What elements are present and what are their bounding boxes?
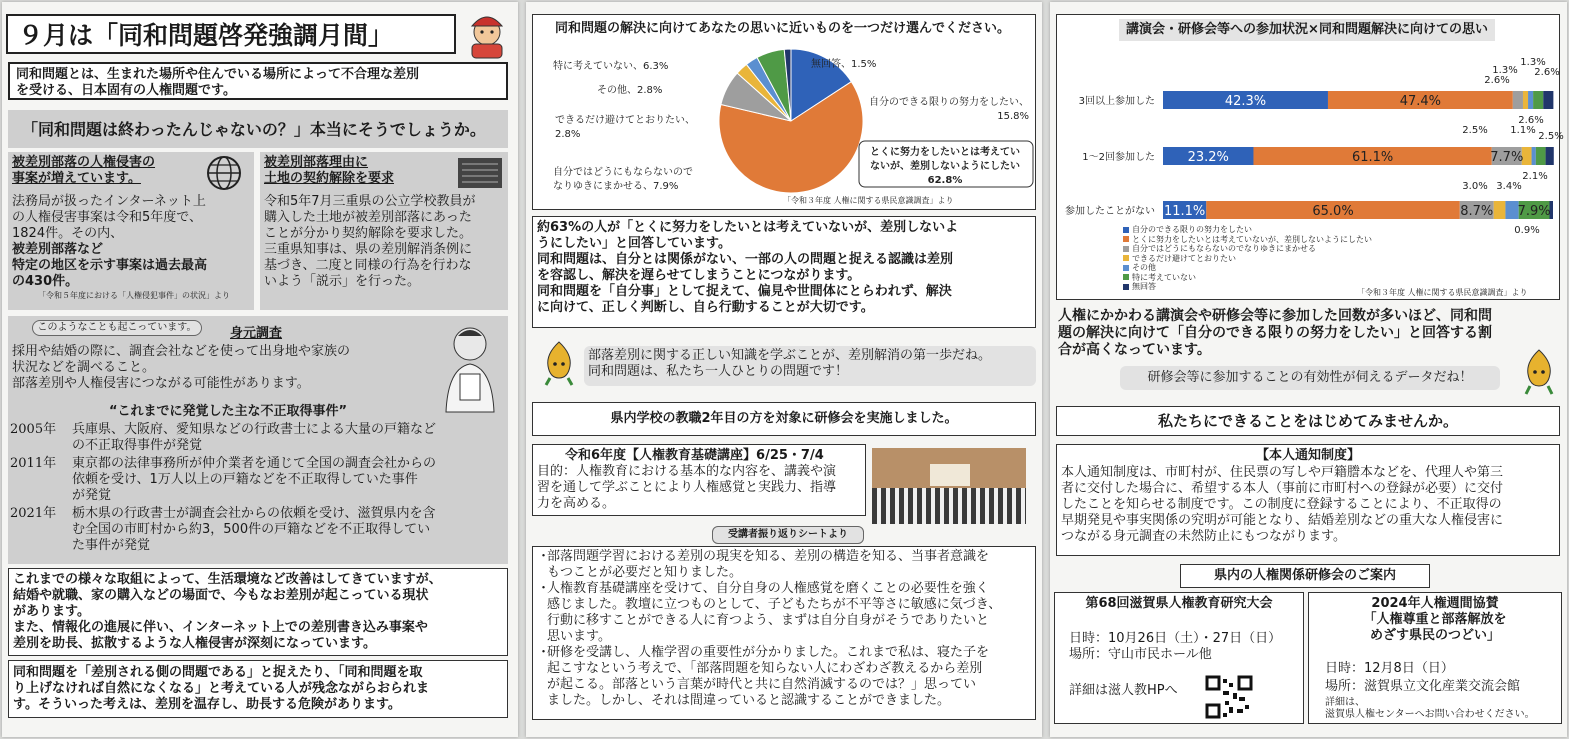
mascot-character-icon [460,10,514,58]
background-check-panel [8,316,508,564]
bar-small-label: 0.9% [1514,225,1540,236]
warning-text: 同和問題を「差別される側の問題である」と捉えたり、「同和問題を取 り上げなければ自然になくなる」と考えている人が残念ながらおられま す。そういった考えは、差別を温存し、助長する危険があります。 [13,665,430,712]
person-icon [440,322,500,414]
definition-text: 同和問題とは、生まれた場所や住んでいる場所によって不合理な差別 を受ける、日本固有の人権問題です。 [16,67,420,98]
current-status-box [8,568,508,656]
event-card-2 [1308,592,1562,724]
legend-item [1123,254,1372,264]
pie-label [553,165,693,192]
bar-segment [1536,147,1546,165]
land-case-body: 令和5年7月三重県の公立学校教員が 購入した土地が被差別部落にあった ことが分かり契約解除を要求した。 三重県知事は、県の差別解消条例に 基づき、二度と同様の行為を行わな いよう「説示」を行った。 [264,194,476,289]
mascot-icon [1520,348,1558,396]
feedback-box [532,546,1036,720]
event1-place: 場所：守山市民ホール他 [1069,647,1212,662]
svg-text:ないが、差別しないようにしたい: ないが、差別しないようにしたい [870,161,1020,172]
events-banner [1180,564,1430,588]
bar-category-label: 参加したことがない [1065,206,1155,217]
internet-case-body: 法務局が扱ったインターネット上 の人権侵害事案は令和5年度で、 1824件。その内、 [12,194,206,241]
legend-label: 無回答 [1132,282,1156,292]
photo-audience [872,488,1026,524]
bar-value-label: 47.4% [1399,94,1442,109]
svg-text:できるだけ避けてとおりたい、: できるだけ避けてとおりたい、 [555,115,695,126]
qr-code-icon[interactable] [1205,675,1253,719]
legend-swatch [1123,284,1129,290]
svg-text:なりゆきにまかせる、7.9%: なりゆきにまかせる、7.9% [553,181,679,192]
legend-label: できるだけ避けてとおりたい [1132,253,1236,263]
legend-item [1123,225,1372,235]
bar-chart-box [1056,14,1564,300]
bar-chart-title: 講演会・研修会等への参加状況×同和問題解決に向けての思い [1126,22,1488,37]
pie-label [811,57,876,70]
land-case-heading: 被差別部落理由に 土地の契約解除を要求 [264,155,395,186]
case-year: 2011年 [10,456,57,471]
event-card-1 [1054,592,1304,724]
case-item [10,422,504,456]
event2-more: 詳細は、 滋賀県人権センターへお問い合わせください。 [1325,697,1535,720]
pie-label [859,141,1033,187]
bar-value-label: 7.9% [1517,204,1551,219]
pie-label [869,95,1029,122]
svg-text:無回答、1.5%: 無回答、1.5% [811,59,877,70]
land-case-panel [260,152,508,310]
bar-segment [1513,91,1523,109]
bar-small-label: 2.6% [1534,67,1560,78]
legend-label: 自分のできる限りの努力をしたい [1132,225,1252,235]
warning-box [8,660,508,718]
bar-small-label: 1.3% [1492,65,1518,76]
bar-segment [1532,147,1536,165]
legend-swatch [1123,265,1129,271]
bar-category-label: 1〜2回参加した [1082,152,1155,163]
notification-system-body: 本人通知制度は、市町村が、住民票の写しや戸籍謄本などを、代理人や第三 者に交付した場合に、希望する本人（事前に市町村への登録が必要）に交付 したことを知らせる制度です。この制度に登録することにより、不正取得の 早期発見や事実関係の究明が可能となり、結婚差別などの重大な人権侵害に つながる身元調査の未然防止にもつながります。 [1061,465,1504,544]
bar-value-label: 8.7% [1460,204,1494,219]
feedback-text: 部落問題学習における差別の現実を知る、差別の構造を知る、当事者意識を もつことが必要だと知りました。 [547,549,990,580]
mascot-message: 部落差別に関する正しい知識を学ぶことが、差別解消の第一歩だね。 同和問題は、私たち一人ひとりの問題です！ [584,346,1036,386]
internet-case-panel [8,152,254,310]
bar-small-label: 2.6% [1484,75,1510,86]
course-body: 目的：人権教育における基本的な内容を、講義や演 習を通して学ぶことにより人権感覚と実践力、指導 力を高める。 [537,464,837,511]
background-check-heading: 身元調査 [230,326,283,341]
bar-value-label: 65.0% [1312,204,1354,219]
svg-text:15.8%: 15.8% [997,111,1029,122]
event1-date: 日時：10月26日（土）・27日（日） [1069,631,1282,646]
bar-small-label: 2.1% [1522,171,1548,182]
bar-value-label: 61.1% [1351,150,1394,165]
notification-system-title: 【本人通知制度】 [1255,448,1360,463]
poster-left [2,2,518,737]
question-text: 「同和問題は終わったんじゃないの？」本当にそうでしょうか。 [22,120,486,139]
pie-label [555,114,695,140]
internet-case-source: 「令和５年度における「人権侵犯事件」の状況」より [38,291,230,300]
bar-category-label: 3回以上参加した [1078,96,1155,107]
speech-bubble: このようなことも起こっています。 [32,320,202,336]
event1-more[interactable]: 詳細は滋人教HPへ [1069,683,1178,698]
event1-title: 第68回滋賀県人権教育研究大会 [1085,596,1273,611]
bar-value-label: 11.1% [1163,204,1206,219]
svg-text:2.8%: 2.8% [555,129,581,140]
svg-text:特に考えていない、6.3%: 特に考えていない、6.3% [553,61,669,72]
title-box [6,14,456,54]
svg-text:自分のできる限りの努力をしたい、: 自分のできる限りの努力をしたい、 [869,97,1029,108]
pie-chart [533,43,1033,203]
bar-summary-text: 人権にかかわる講演会や研修会等に参加した回数が多いほど、同和問 題の解決に向けて「自分のできる限りの努力をしたい」と回答する割 合が高くなっています。 [1058,308,1492,358]
svg-text:自分ではどうにもならないので: 自分ではどうにもならないので [553,167,693,178]
svg-text:とくに努力をしたいとは考えてい: とくに努力をしたいとは考えてい [870,147,1020,158]
feedback-item: ・ 人権教育基礎講座を受けて、自分自身の人権感覚を磨くことの必要性を強く 感じました。教壇に立つものとして、子どもたちが不平等さに敏感に気づき、 行動に移すことができる人に育つよう、まずは自分自身がそうでありたいと 思います。 [537,581,1031,645]
feedback-text: 人権教育基礎講座を受けて、自分自身の人権感覚を磨くことの必要性を強く 感じました。教壇に立つものとして、子どもたちが不平等さに敏感に気づき、 行動に移すことができる人に育つよう、まずは自分自身がそうでありたいと 思います。 [547,581,1002,644]
cases-list [10,422,504,556]
bar-summary [1056,306,1560,360]
course-title: 令和6年度【人権教育基礎講座】6/25・7/4 [565,448,824,463]
question-banner [8,110,508,148]
page-title: ９月は「同和問題啓発強調月間」 [18,21,394,50]
bar-small-label: 2.6% [1518,115,1544,126]
bar-segment [1546,147,1554,165]
bar-segment [1543,91,1553,109]
seminar-photo [872,448,1026,524]
event2-place: 場所：滋賀県立文化産業交流会館 [1325,679,1521,694]
feedback-list [537,549,1031,709]
call-to-action-box [1056,406,1560,436]
case-text: 栃木県の行政書士が調査会社からの依頼を受け、滋賀県内を含 む全国の市町村から約3，500件の戸籍などを不正取得してい た事件が発覚 [72,506,436,553]
pie-summary-text: 約63%の人が「とくに努力をしたいとは考えていないが、差別しないよ うにしたい」と回答しています。 同和問題は、自分とは関係がない、一部の人の問題と捉える認識は差別 を容認し、解決を遅らせてしまうことにつながります。 同和問題を「自分事」として捉えて、偏見や世間体にとらわれず、解決 に向けて、正しく判断し、自ら行動することが大切です。 [537,220,959,315]
bar-segment [1528,91,1533,109]
events-banner-text: 県内の人権関係研修会のご案内 [1213,568,1396,583]
legend-swatch [1123,227,1129,233]
current-status-text: これまでの様々な取組によって、生活環境など改善はしてきていますが、 結婚や就職、家の購入などの場面で、今もなお差別が起こっている現状 があります。 また、情報化の進展に伴い、インターネット上での差別書き込み事案や 差別を助長、拡散するような人権侵害が深刻になっています。 [13,572,442,651]
event2-title: 2024年人権週間協賛 「人権尊重と部落解放を めざす県民のつどい」 [1363,596,1507,643]
bar-small-label: 1.3% [1520,57,1546,68]
course-box [532,444,866,516]
legend-label: 自分ではどうにもならないのでなりゆきにまかせる [1132,244,1316,254]
case-text: 東京都の法律事務所が仲介業者を通じて全国の調査会社からの 依頼を受け、1万人以上の戸籍などを不正取得していた事件 が発覚 [72,456,437,503]
legend-swatch [1123,246,1129,252]
bar-small-label: 2.5% [1462,125,1488,136]
feedback-tab: 受講者振り返りシートより [712,526,864,544]
feedback-item: ・ 研修を受講し、人権学習の重要性が分かりました。これまで私は、寝た子を 起こすなという考えで、「部落問題を知らない人にわざわざ教えるから差別 が起こる。部落という言葉が時代と共に自然消滅するのでは？」思ってい ました。しかし、それは間違っていると認識することができました。 [537,645,1031,709]
bar-small-label: 3.0% [1462,181,1488,192]
case-text: 兵庫県、大阪府、愛知県などの行政書士による大量の戸籍など の不正取得事件が発覚 [72,422,437,453]
internet-case-highlight: 被差別部落など 特定の地区を示す事案は過去最高 の430件。 [12,242,208,289]
svg-text:その他、2.8%: その他、2.8% [597,85,663,96]
bar-segment [1523,91,1528,109]
legend-swatch [1123,236,1129,242]
cases-heading: “これまでに発覚した主な不正取得事件” [108,404,348,419]
mascot-message: 研修会等に参加することの有効性が伺えるデータだね！ [1120,366,1500,390]
photo-screen [930,464,970,486]
background-check-body: 採用や結婚の際に、調査会社などを使って出身地や家族の 状況などを調べること。 部落差別や人権侵害につながる可能性があります。 [12,344,351,391]
feedback-item: ・ 部落問題学習における差別の現実を知る、差別の構造を知る、当事者意識を もつことが必要だと知りました。 [537,549,1031,581]
pie-label [597,83,662,96]
case-year: 2005年 [10,422,57,437]
bar-small-label: 1.1% [1510,125,1536,136]
event2-date: 日時：12月8日（日） [1325,661,1454,676]
legend-item [1123,235,1372,245]
land-plot-icon [456,156,504,190]
bar-chart-legend [1123,225,1372,292]
poster-right [1050,2,1567,737]
notification-system-box [1056,444,1560,556]
case-year: 2021年 [10,506,57,521]
pie-label [553,59,668,72]
training-banner [532,402,1036,436]
pie-chart-box [532,14,1036,210]
legend-swatch [1123,255,1129,261]
pie-chart-source: 「令和３年度 人権に関する県民意識調査」より [783,196,954,205]
legend-item [1123,263,1372,273]
legend-label: その他 [1132,263,1156,273]
bar-value-label: 42.3% [1224,94,1267,109]
feedback-text: 研修を受講し、人権学習の重要性が分かりました。これまで私は、寝た子を 起こすなという考えで、「部落問題を知らない人にわざわざ教えるから差別 が起こる。部落という言葉が時代と共に自然消滅するのでは？」思ってい ました。しかし、それは間違っていると認識することができました。 [547,645,990,708]
legend-label: とくに努力をしたいとは考えていないが、差別しないようにしたい [1132,234,1372,244]
internet-case-heading: 被差別部落の人権侵害の 事案が増えています。 [12,155,156,186]
bar-segment [1494,201,1506,219]
bar-value-label: 23.2% [1187,150,1229,165]
mascot-icon [540,340,578,386]
legend-item [1123,273,1372,283]
definition-box [8,62,508,100]
svg-text:62.8%: 62.8% [927,175,963,186]
bar-small-label: 3.4% [1496,181,1522,192]
bar-value-label: 7.7% [1490,150,1524,165]
legend-label: 特に考えていない [1132,272,1196,282]
case-item [10,456,504,506]
bar-chart-source: 「令和３年度 人権に関する県民意識調査」より [1357,288,1528,297]
legend-item [1123,244,1372,254]
training-banner-text: 県内学校の教職2年目の方を対象に研修会を実施しました。 [610,411,958,426]
bar-segment [1533,91,1543,109]
pie-chart-title: 同和問題の解決に向けてあなたの思いに近いものを一つだけ選んでください。 [555,21,1011,36]
pie-summary-box [532,216,1036,328]
globe-icon [204,154,244,192]
case-item [10,506,504,556]
legend-swatch [1123,274,1129,280]
call-to-action-text: 私たちにできることをはじめてみませんか。 [1157,412,1458,430]
legend-item [1123,282,1372,292]
bar-small-label: 2.5% [1538,131,1564,142]
poster-middle [526,2,1042,737]
